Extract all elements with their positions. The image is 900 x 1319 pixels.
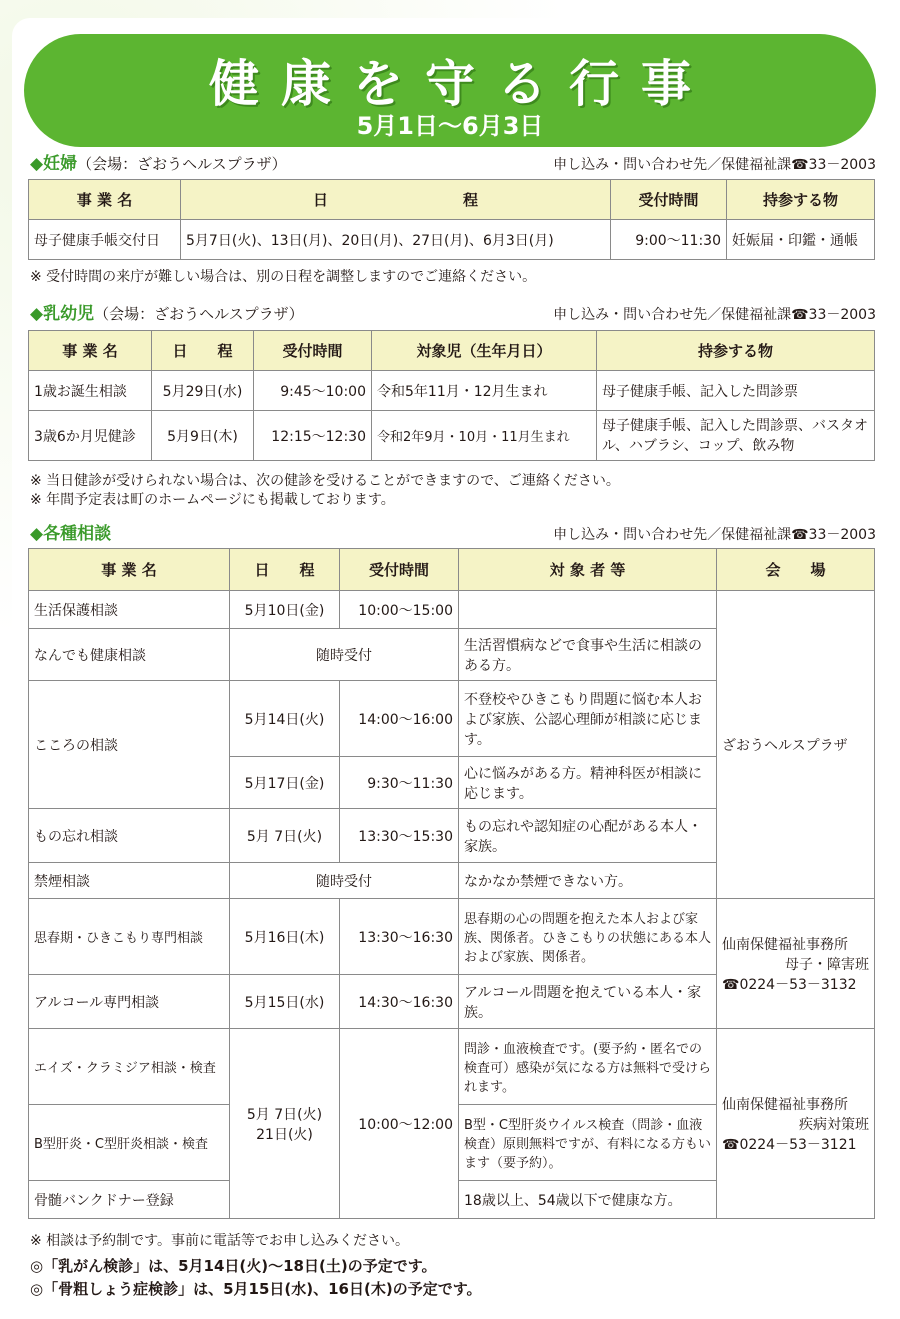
- cell-date: [230, 1029, 340, 1219]
- cell-time: 13:30～16:30: [340, 899, 459, 975]
- cell-target: [459, 591, 717, 629]
- table-row: [29, 899, 875, 975]
- note: ※ 相談は予約制です。事前に電話等でお申し込みください。: [30, 1233, 410, 1249]
- cell-target: 令和5年11月・12月生まれ: [372, 371, 597, 411]
- cell-target: なかなか禁煙できない方。: [459, 863, 717, 899]
- cell-name: 1歳お誕生相談: [29, 371, 152, 411]
- table-row: [29, 591, 875, 629]
- cell-name: エイズ・クラミジア相談・検査: [29, 1029, 230, 1105]
- cell-name: 生活保護相談: [29, 591, 230, 629]
- section-venue: （会場：ざおうヘルスプラザ）: [94, 305, 304, 323]
- cell-time: 14:00～16:00: [340, 681, 459, 757]
- table-header-row: [29, 549, 875, 591]
- cell-date: 5月29日(水): [152, 371, 254, 411]
- venue-name: 仙南保健福祉事務所: [722, 936, 848, 953]
- cell-time: 10:00～15:00: [340, 591, 459, 629]
- cell-name: 3歳6か月児健診: [29, 411, 152, 461]
- column-header: 対 象 者 等: [459, 549, 717, 591]
- section-header-pregnant: [30, 150, 876, 174]
- cell-date: 5月16日(木): [230, 899, 340, 975]
- cell-time: 13:30～15:30: [340, 809, 459, 863]
- cell-date: 随時受付: [230, 629, 459, 681]
- cell-time: 10:00～12:00: [340, 1029, 459, 1219]
- date-line: 21日(火): [256, 1126, 313, 1143]
- contact-info: 申し込み・問い合わせ先／保健福祉課☎33－2003: [553, 307, 876, 323]
- cell-date: 5月15日(水): [230, 975, 340, 1029]
- cell-items: 母子健康手帳、記入した問診票: [597, 371, 875, 411]
- pregnant-table: [28, 179, 875, 260]
- table-header-row: [29, 180, 875, 220]
- contact-info: 申し込み・問い合わせ先／保健福祉課☎33－2003: [553, 157, 876, 173]
- infant-table: [28, 330, 875, 461]
- section-title: ◆各種相談: [30, 524, 112, 544]
- cell-items: 母子健康手帳、記入した問診票、バスタオル、ハブラシ、コップ、飲み物: [597, 411, 875, 461]
- cell-date: 5月 7日(火): [230, 809, 340, 863]
- note: ※ 当日健診が受けられない場合は、次の健診を受けることができますので、ご連絡ください。: [30, 473, 620, 489]
- cell-date: 5月9日(木): [152, 411, 254, 461]
- cell-name: もの忘れ相談: [29, 809, 230, 863]
- column-header: 会 場: [717, 549, 875, 591]
- section-header-infant: [30, 300, 876, 324]
- cell-name: 思春期・ひきこもり専門相談: [29, 899, 230, 975]
- cell-target: 18歳以上、54歳以下で健康な方。: [459, 1181, 717, 1219]
- cell-target: 心に悩みがある方。精神科医が相談に応じます。: [459, 757, 717, 809]
- date-line: 5月 7日(火): [246, 1106, 323, 1123]
- column-header: 持参する物: [727, 180, 875, 220]
- cell-time: 12:15～12:30: [254, 411, 372, 461]
- cell-name: 母子健康手帳交付日: [29, 220, 181, 260]
- page-title: 健康を守る行事: [209, 55, 713, 113]
- contact-info: 申し込み・問い合わせ先／保健福祉課☎33－2003: [553, 527, 876, 543]
- column-header: 受付時間: [254, 331, 372, 371]
- cell-name: B型肝炎・C型肝炎相談・検査: [29, 1105, 230, 1181]
- table-header-row: [29, 331, 875, 371]
- cell-target: 思春期の心の問題を抱えた本人および家族、関係者。ひきこもりの状態にある本人および家族、関係者。: [459, 899, 717, 975]
- announcement: ◎「骨粗しょう症検診」は、5月15日(水)、16日(木)の予定です。: [30, 1280, 482, 1298]
- cell-name: なんでも健康相談: [29, 629, 230, 681]
- cell-date: 随時受付: [230, 863, 459, 899]
- cell-name: こころの相談: [29, 681, 230, 809]
- cell-target: B型・C型肝炎ウイルス検査（問診・血液検査）原則無料ですが、有料になる方もいます（要予約）。: [459, 1105, 717, 1181]
- note: ※ 年間予定表は町のホームページにも掲載しております。: [30, 492, 395, 508]
- cell-target: アルコール問題を抱えている本人・家族。: [459, 975, 717, 1029]
- cell-items: 妊娠届・印鑑・通帳: [727, 220, 875, 260]
- announcement: ◎「乳がん検診」は、5月14日(火)～18日(土)の予定です。: [30, 1257, 437, 1275]
- venue-team: 母子・障害班: [785, 956, 869, 973]
- cell-time: 9:30～11:30: [340, 757, 459, 809]
- section-title: ◆妊婦: [30, 154, 78, 174]
- cell-venue: [717, 1029, 875, 1219]
- column-header: 事 業 名: [29, 331, 152, 371]
- cell-venue: [717, 899, 875, 1029]
- column-header: 日 程: [152, 331, 254, 371]
- cell-time: 9:00～11:30: [611, 220, 727, 260]
- section-header-consult: [30, 520, 876, 544]
- column-header: 事 業 名: [29, 549, 230, 591]
- event-period: 5月1日～6月3日: [356, 112, 544, 140]
- title-banner: [24, 34, 876, 147]
- note: ※ 受付時間の来庁が難しい場合は、別の日程を調整しますのでご連絡ください。: [30, 269, 537, 285]
- table-row: [29, 1029, 875, 1105]
- venue-name: 仙南保健福祉事務所: [722, 1096, 848, 1113]
- cell-name: 骨髄バンクドナー登録: [29, 1181, 230, 1219]
- cell-target: もの忘れや認知症の心配がある本人・家族。: [459, 809, 717, 863]
- cell-date: 5月17日(金): [230, 757, 340, 809]
- section-title: ◆乳幼児: [30, 304, 95, 324]
- cell-venue: ざおうヘルスプラザ: [717, 591, 875, 899]
- cell-date: 5月10日(金): [230, 591, 340, 629]
- column-header: 持参する物: [597, 331, 875, 371]
- cell-name: アルコール専門相談: [29, 975, 230, 1029]
- venue-phone: ☎0224－53－3121: [722, 1136, 857, 1153]
- table-row: [29, 411, 875, 461]
- column-header: 事 業 名: [29, 180, 181, 220]
- venue-phone: ☎0224－53－3132: [722, 976, 857, 993]
- cell-target: 令和2年9月・10月・11月生まれ: [372, 411, 597, 461]
- cell-target: 生活習慣病などで食事や生活に相談のある方。: [459, 629, 717, 681]
- cell-time: 14:30～16:30: [340, 975, 459, 1029]
- consult-table: [28, 548, 875, 1219]
- column-header: 日 程: [181, 180, 611, 220]
- column-header: 対象児（生年月日）: [372, 331, 597, 371]
- cell-dates: 5月7日(火)、13日(月)、20日(月)、27日(月)、6月3日(月): [181, 220, 611, 260]
- column-header: 日 程: [230, 549, 340, 591]
- cell-target: 不登校やひきこもり問題に悩む本人および家族、公認心理師が相談に応じます。: [459, 681, 717, 757]
- cell-date: 5月14日(火): [230, 681, 340, 757]
- column-header: 受付時間: [611, 180, 727, 220]
- table-row: [29, 371, 875, 411]
- column-header: 受付時間: [340, 549, 459, 591]
- cell-time: 9:45～10:00: [254, 371, 372, 411]
- venue-team: 疾病対策班: [799, 1116, 869, 1133]
- table-row: [29, 220, 875, 260]
- cell-target: 問診・血液検査です。(要予約・匿名での検査可）感染が気になる方は無料で受けられます。: [459, 1029, 717, 1105]
- cell-name: 禁煙相談: [29, 863, 230, 899]
- section-venue: （会場：ざおうヘルスプラザ）: [77, 155, 287, 173]
